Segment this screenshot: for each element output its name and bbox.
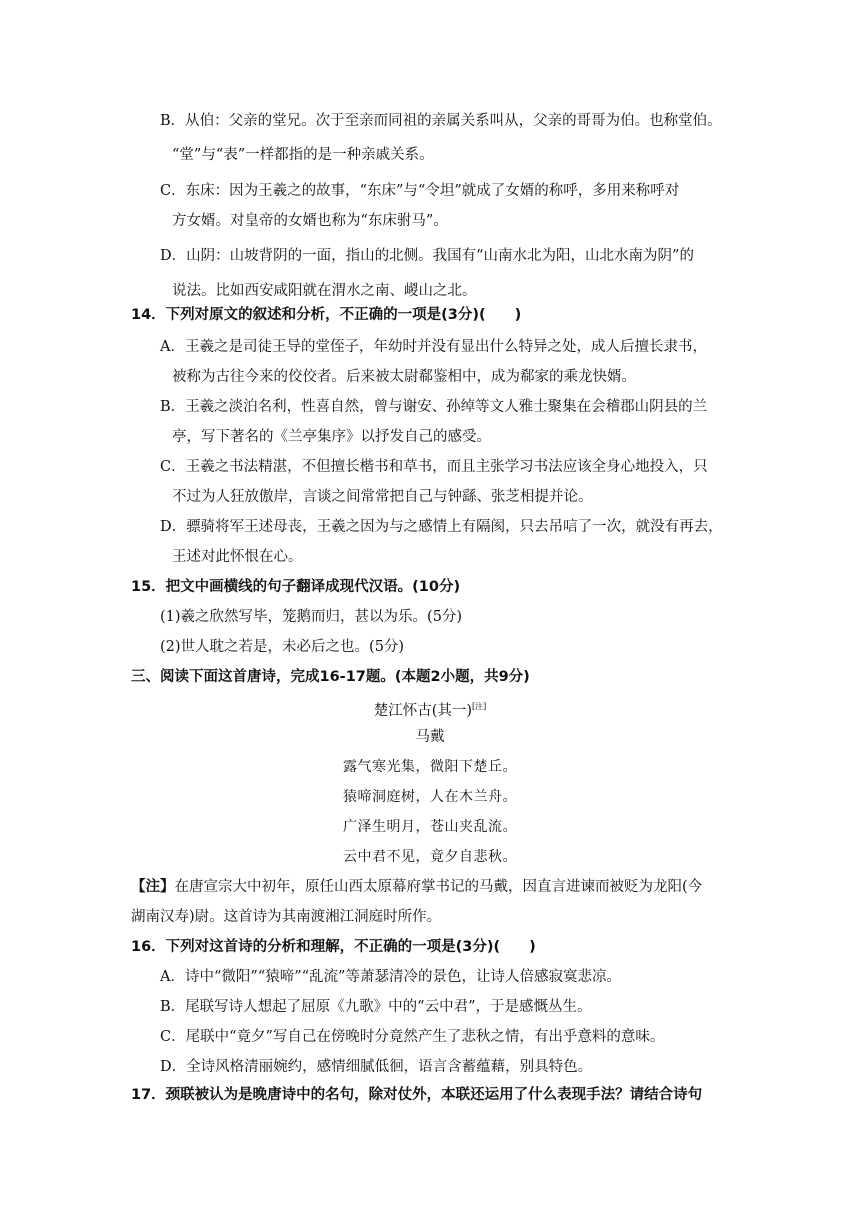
poem-title-text: 楚江怀古(其一) — [373, 702, 473, 719]
q15-item-1: (1)羲之欣然写毕，笼鹅而归，甚以为乐。(5分) — [160, 609, 463, 625]
q15-stem: 15．把文中画横线的句子翻译成现代汉语。(10分) — [131, 579, 461, 595]
q14-option-a-line2: 被称为古往今来的佼佼者。后来被太尉郗鉴相中，成为郗家的乘龙快婿。 — [172, 369, 636, 385]
poem-title-note-mark: [注] — [472, 702, 487, 711]
poem-line-3: 广泽生明月，苍山夹乱流。 — [343, 819, 517, 835]
poem-note-label: 【注】 — [131, 879, 175, 895]
q14-option-a-line1: A．王羲之是司徒王导的堂侄子，年幼时并没有显出什么特异之处，成人后擅长隶书， — [160, 339, 707, 355]
q17-stem: 17．颈联被认为是晚唐诗中的名句，除对仗外，本联还运用了什么表现手法？请结合诗句 — [131, 1087, 703, 1103]
q14-option-b-line1: B．王羲之淡泊名利，性喜自然，曾与谢安、孙绰等文人雅士聚集在会稽郡山阴县的兰 — [160, 399, 708, 415]
poem-line-2: 猿啼洞庭树，人在木兰舟。 — [343, 789, 517, 805]
q14-option-b-line2: 亭，写下著名的《兰亭集序》以抒发自己的感受。 — [172, 429, 491, 445]
q16-option-c: C．尾联中“竟夕”写自己在傍晚时分竟然产生了悲秋之情，有出乎意料的意味。 — [160, 1029, 665, 1045]
q14-option-c-line1: C．王羲之书法精湛，不但擅长楷书和草书，而且主张学习书法应该全身心地投入，只 — [160, 459, 708, 475]
poem-line-1: 露气寒光集，微阳下楚丘。 — [343, 759, 517, 775]
poem-note-line2: 湖南汉寿)尉。这首诗为其南渡湘江洞庭时所作。 — [131, 909, 442, 925]
q14-stem: 14．下列对原文的叙述和分析，不正确的一项是(3分)( ) — [131, 307, 522, 323]
section-3-heading: 三、阅读下面这首唐诗，完成16-17题。(本题2小题，共9分) — [131, 669, 530, 685]
q13-option-d-line2: 说法。比如西安咸阳就在渭水之南、嵕山之北。 — [172, 283, 477, 299]
q16-option-b: B．尾联写诗人想起了屈原《九歌》中的“云中君”，于是感慨丛生。 — [160, 999, 592, 1015]
q14-option-d-line1: D．骠骑将军王述母丧，王羲之因为与之感情上有隔阂，只去吊唁了一次，就没有再去， — [160, 519, 723, 535]
poem-note-text: 在唐宣宗大中初年，原任山西太原幕府掌书记的马戴，因直言进谏而被贬为龙阳(今 — [174, 879, 703, 895]
q14-option-d-line2: 王述对此怀恨在心。 — [172, 549, 303, 565]
poem-note-line1 — [131, 877, 702, 897]
poem-line-4: 云中君不见，竟夕自悲秋。 — [343, 849, 517, 865]
q13-option-c-line1: C．东床：因为王羲之的故事，“东床”与“令坦”就成了女婿的称呼，多用来称呼对 — [160, 183, 680, 199]
q16-option-d: D．全诗风格清丽婉约，感情细腻低徊，语言含蓄蕴藉，别具特色。 — [160, 1059, 593, 1075]
q16-option-a: A．诗中“微阳”“猿啼”“乱流”等萧瑟清冷的景色，让诗人倍感寂寞悲凉。 — [160, 969, 621, 985]
q16-stem: 16．下列对这首诗的分析和理解，不正确的一项是(3分)( ) — [131, 939, 536, 955]
q13-option-b-line1: B．从伯：父亲的堂兄。次于至亲而同祖的亲属关系叫从，父亲的哥哥为伯。也称堂伯。 — [160, 113, 722, 129]
q13-option-c-line2: 方女婿。对皇帝的女婿也称为“东床驸马”。 — [172, 213, 448, 229]
poem-title — [0, 697, 860, 721]
q15-item-2: (2)世人耽之若是，未必后之也。(5分) — [160, 639, 405, 655]
q13-option-d-line1: D．山阴：山坡背阴的一面，指山的北侧。我国有“山南水北为阳，山北水南为阴”的 — [160, 248, 694, 264]
poem-author: 马戴 — [415, 729, 445, 745]
q13-option-b-line2: “堂”与“表”一样都指的是一种亲戚关系。 — [172, 147, 434, 163]
q14-option-c-line2: 不过为人狂放傲岸，言谈之间常常把自己与钟繇、张芝相提并论。 — [172, 489, 593, 505]
